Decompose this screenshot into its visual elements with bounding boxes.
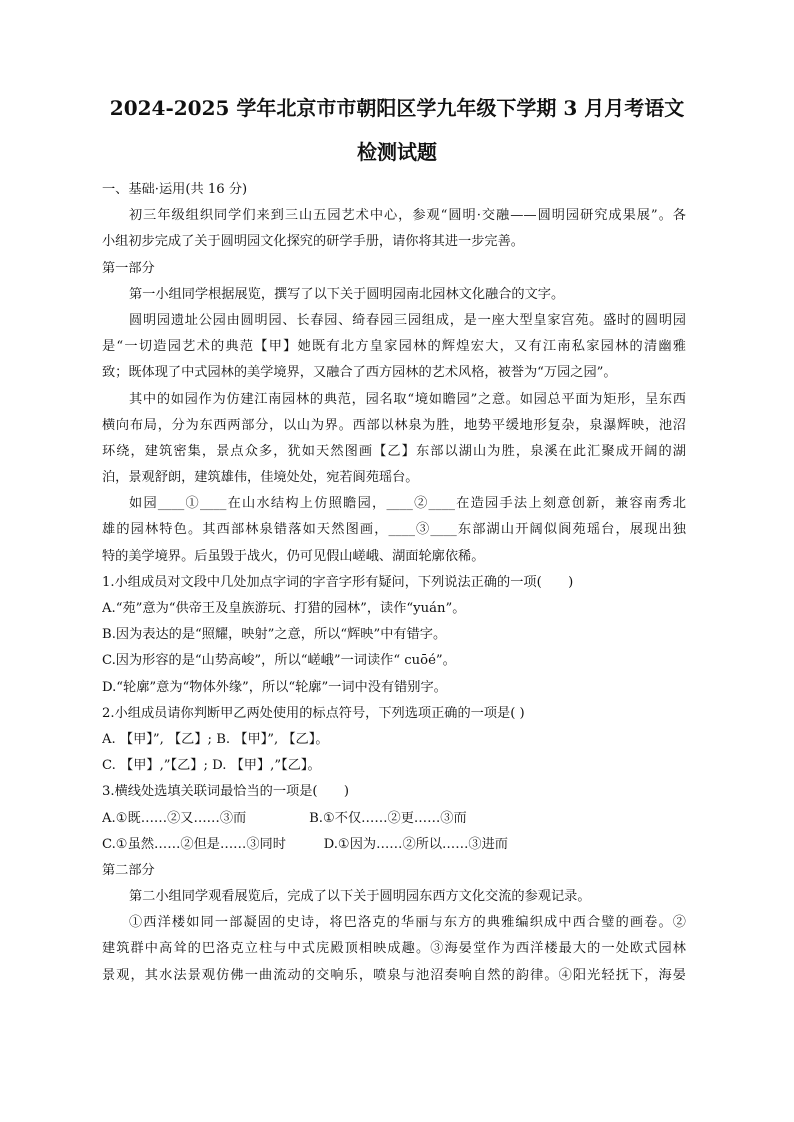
text-line: 是“一切造园艺术的典范【甲】她既有北方皇家园林的辉煌宏大，又有江南私家园林的清幽雅 [102, 339, 686, 355]
text-line: 建筑群中高耸的巴洛克立柱与中式庑殿顶相映成趣。③海晏堂作为西洋楼最大的一处欧式园林 [102, 941, 686, 957]
text-line: A.①既……②又……③而 B.①不仅……②更……③而 [102, 810, 467, 826]
text-line: 第二小组同学观看展览后，完成了以下关于圆明园东西方文化交流的参观记录。 [129, 889, 591, 905]
text-line: A. 【甲】”, 【乙】; B. 【甲】”, 【乙】。 [102, 731, 329, 747]
text-line: ①西洋楼如同一部凝固的史诗，将巴洛克的华丽与东方的典雅编织成中西合璧的画卷。② [129, 915, 686, 931]
document-title-line-2: 检测试题 [357, 140, 437, 164]
text-line: 致；既体现了中式园林的美学境界，又融合了西方园林的艺术风格，被誉为“万园之园”。 [102, 365, 617, 381]
text-line: 雄的园林特色。其西部林泉错落如天然图画，____③____东部湖山开阔似阆苑瑶台，展现出独 [102, 522, 686, 538]
text-line: 初三年级组织同学们来到三山五园艺术中心，参观“圆明·交融——圆明园研究成果展”。各 [129, 208, 686, 224]
document-body [102, 177, 686, 989]
document-title-line-1: 2024-2025 学年北京市市朝阳区学九年级下学期 3 月月考语文 [109, 96, 685, 120]
text-line: D.“轮廓”意为“物体外缘”，所以“轮廓”一词中没有错别字。 [102, 679, 447, 695]
text-line: 一、基础·运用(共 16 分) [102, 182, 248, 197]
text-line: 第一部分 [102, 260, 155, 276]
text-line: C. 【甲】,”【乙】; D. 【甲】,”【乙】。 [102, 758, 321, 774]
text-line: 特的美学境界。后虽毁于战火，仍可见假山嵯峨、湖面轮廓依稀。 [102, 548, 485, 564]
text-line: C.因为形容的是“山势高峻”，所以“嵯峨”一词读作“ cuōé”。 [102, 653, 456, 669]
text-line: 2.小组成员请你判断甲乙两处使用的标点符号，下列选项正确的一项是( ) [102, 705, 525, 721]
text-line: 1.小组成员对文段中几处加点字词的字音字形有疑问，下列说法正确的一项( ) [102, 574, 574, 590]
text-line: 其中的如园作为仿建江南园林的典范，园名取“境如瞻园”之意。如园总平面为矩形，呈东西 [129, 391, 686, 407]
text-line: 小组初步完成了关于圆明园文化探究的研学手册，请你将其进一步完善。 [102, 234, 524, 250]
text-line: 3.横线处选填关联词最恰当的一项是( ) [102, 784, 350, 800]
text-line: B.因为表达的是“照耀，映射”之意，所以“辉映”中有错字。 [102, 627, 447, 643]
text-line: 环绕，建筑密集，景点众多，犹如天然图画【乙】东部以湖山为胜，泉溪在此汇聚成开阔的湖 [102, 443, 686, 459]
text-line: 圆明园遗址公园由圆明园、长春园、绮春园三园组成，是一座大型皇家宫苑。盛时的圆明园 [129, 312, 686, 328]
text-line: 第二部分 [102, 862, 155, 878]
text-line: C.①虽然……②但是……③同时 D.①因为……②所以……③进而 [102, 836, 508, 852]
text-line: 泊，景观舒朗，建筑雄伟，佳境处处，宛若阆苑瑶台。 [102, 470, 419, 486]
text-line: 横向布局，分为东西两部分，以山为界。西部以林泉为胜，地势平缓地形复杂，泉瀑辉映，池沼 [102, 417, 686, 433]
text-line: 第一小组同学根据展览，撰写了以下关于圆明园南北园林文化融合的文字。 [129, 286, 565, 302]
text-line: 景观，其水法景观仿佛一曲流动的交响乐，喷泉与池沼奏响自然的韵律。④阳光轻抚下，海晏 [102, 967, 686, 983]
text-line: 如园____①____在山水结构上仿照瞻园，____②____在造园手法上刻意创新，兼容南秀北 [129, 496, 686, 512]
text-line: A.“苑”意为“供帝王及皇族游玩、打猎的园林”，读作“yuán”。 [102, 601, 466, 616]
